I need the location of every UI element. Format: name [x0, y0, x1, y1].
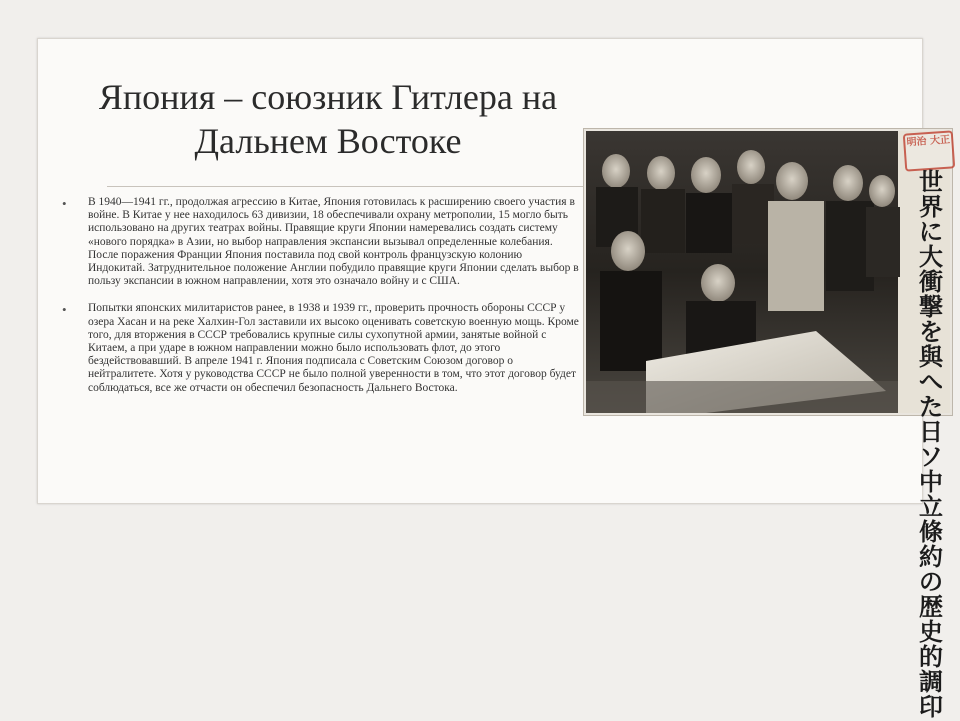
slide-title: Япония – союзник Гитлера на Дальнем Востоке	[98, 77, 558, 161]
bullet-marker: •	[62, 302, 67, 318]
publisher-stamp: 明治 大正	[903, 130, 956, 171]
bullet-item	[62, 196, 580, 288]
bullet-text: В 1940—1941 гг., продолжая агрессию в Китае, Япония готовилась к расширению своего участия в войне. В Китае у нее находилось 63 дивизии, 18 обеспечивали охрану метрополии, 15 могло быть использовано на других театрах войны. Правящие круги Японии намеревались создать систему «нового порядка» в Азии, но выбор направления экспансии вызывал определенные колебания. После поражения Франции Япония поставила под свой контроль французскую колонию Индокитай. Затруднительное положение Англии побудило правящие круги Японии сделать выбор в пользу экспансии в южном направлении, хотя это означало войну и с США.	[88, 196, 579, 288]
historical-photo	[583, 128, 953, 416]
japanese-caption: 世界に大衝撃を與へた日ソ中立條約の歴史的調印	[919, 168, 943, 721]
bullet-list	[62, 196, 580, 409]
photo-image	[586, 131, 950, 413]
title-divider	[107, 186, 585, 187]
bullet-item	[62, 302, 580, 394]
bullet-marker: •	[62, 196, 67, 211]
bullet-text: Попытки японских милитаристов ранее, в 1938 и 1939 гг., проверить прочность обороны СССР у озера Хасан и на реке Халхин-Гол заставили их высоко оценивать советскую военную мощь. Кроме того, для вторжения в СССР требовались крупные силы сухопутной армии, занятые войной с Китаем, а при ударе в южном направлении можно было использовать флот, до этого бездействовавший. В апреле 1941 г. Япония подписала с Советским Союзом договор о нейтралитете. Хотя у руководства СССР не было полной уверенности в том, что этот договор будет соблюдаться, все же отчасти он обеспечил безопасность Дальнего Востока.	[88, 302, 579, 394]
